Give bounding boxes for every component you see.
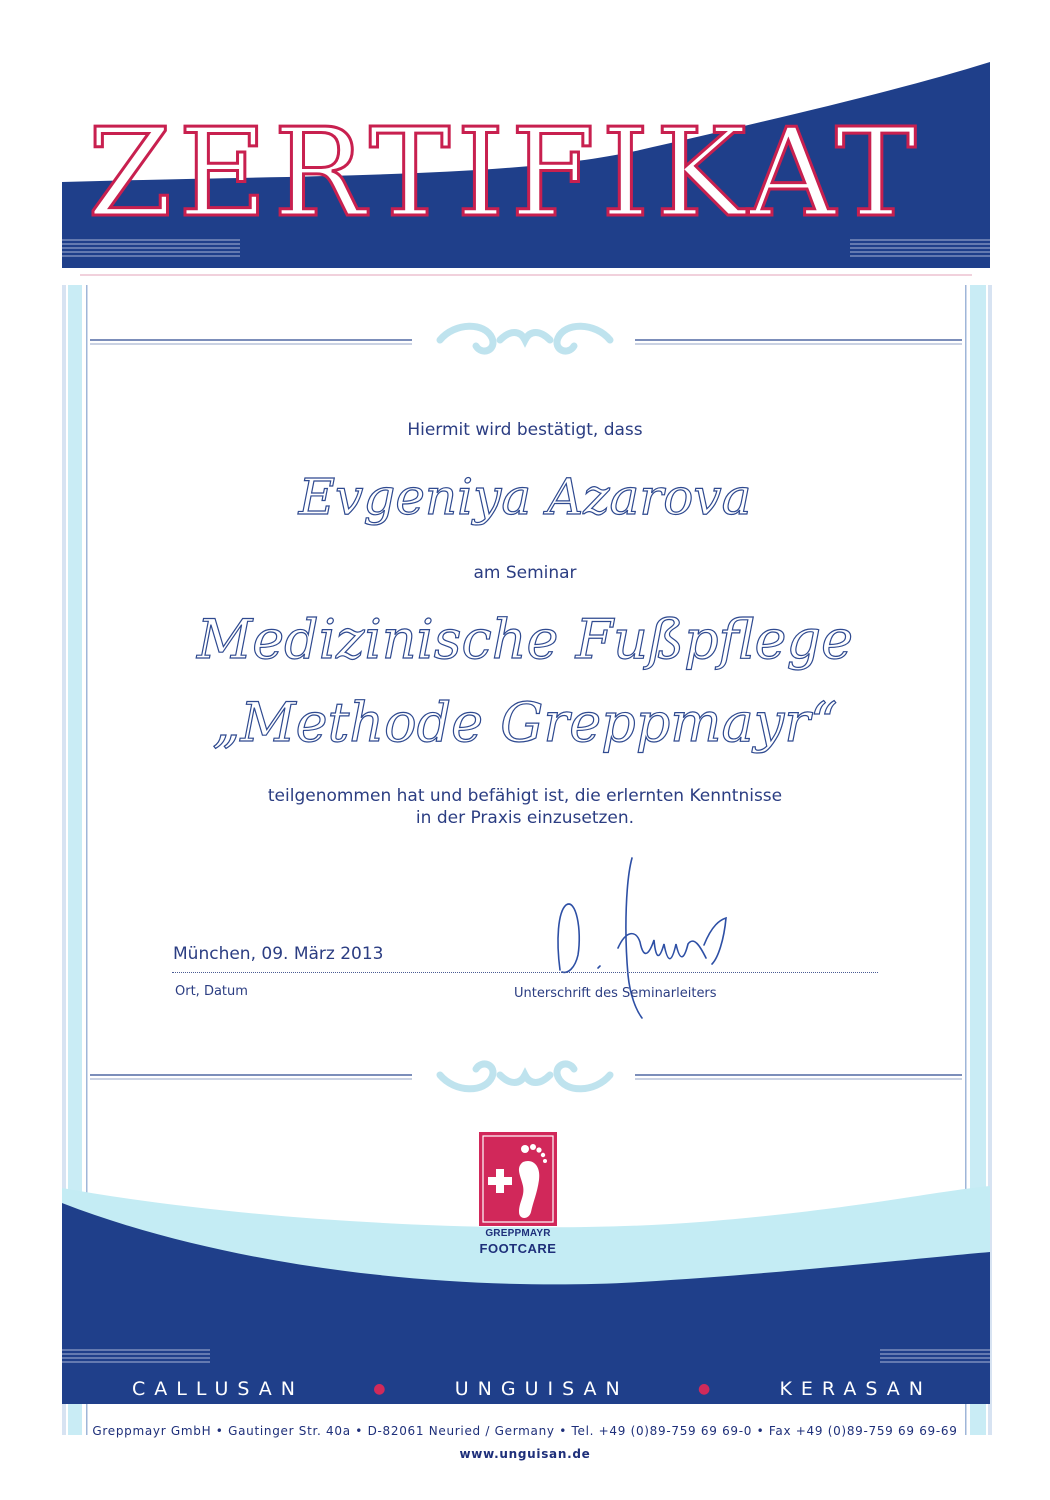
statement-line-2: in der Praxis einzusetzen. <box>415 808 635 828</box>
recipient-name: Evgeniya Azarova <box>298 468 752 526</box>
seminar-title: Medizinische Fußpflege <box>196 608 854 671</box>
signature-line <box>172 972 878 973</box>
greppmayr-logo <box>479 1132 557 1226</box>
foot-plus-icon <box>479 1132 557 1226</box>
seminar-label: am Seminar <box>473 563 577 583</box>
logo-line-1: GREPPMAYR <box>485 1228 551 1239</box>
brand-list <box>64 1374 1000 1404</box>
logo-line-2: FOOTCARE <box>479 1241 557 1256</box>
seminar-subtitle: „Methode Greppmayr“ <box>212 691 838 754</box>
place-date: München, 09. März 2013 <box>173 944 384 964</box>
website-link[interactable]: www.unguisan.de <box>459 1447 591 1461</box>
brand-callusan: CALLUSAN <box>132 1378 305 1400</box>
bullet-icon: ● <box>697 1381 711 1397</box>
signer-label: Unterschrift des Seminarleiters <box>514 986 717 1001</box>
bullet-icon: ● <box>373 1381 386 1397</box>
certificate-title: ZERTIFIKAT <box>87 102 923 244</box>
brand-kerasan: KERASAN <box>779 1378 932 1400</box>
brand-unguisan: UNGUISAN <box>454 1378 629 1400</box>
statement-line-1: teilgenommen hat und befähigt ist, die erlernten Kenntnisse <box>267 786 783 806</box>
top-ornament-divider <box>90 326 962 351</box>
intro-text: Hiermit wird bestätigt, dass <box>407 420 643 440</box>
place-date-label: Ort, Datum <box>175 984 248 999</box>
bottom-ornament-divider <box>90 1064 962 1089</box>
company-address: Greppmayr GmbH • Gautinger Str. 40a • D-82061 Neuried / Germany • Tel. +49 (0)89-759 69 69-0 • Fax +49 (0)89-759 69 69-69 <box>92 1424 958 1438</box>
